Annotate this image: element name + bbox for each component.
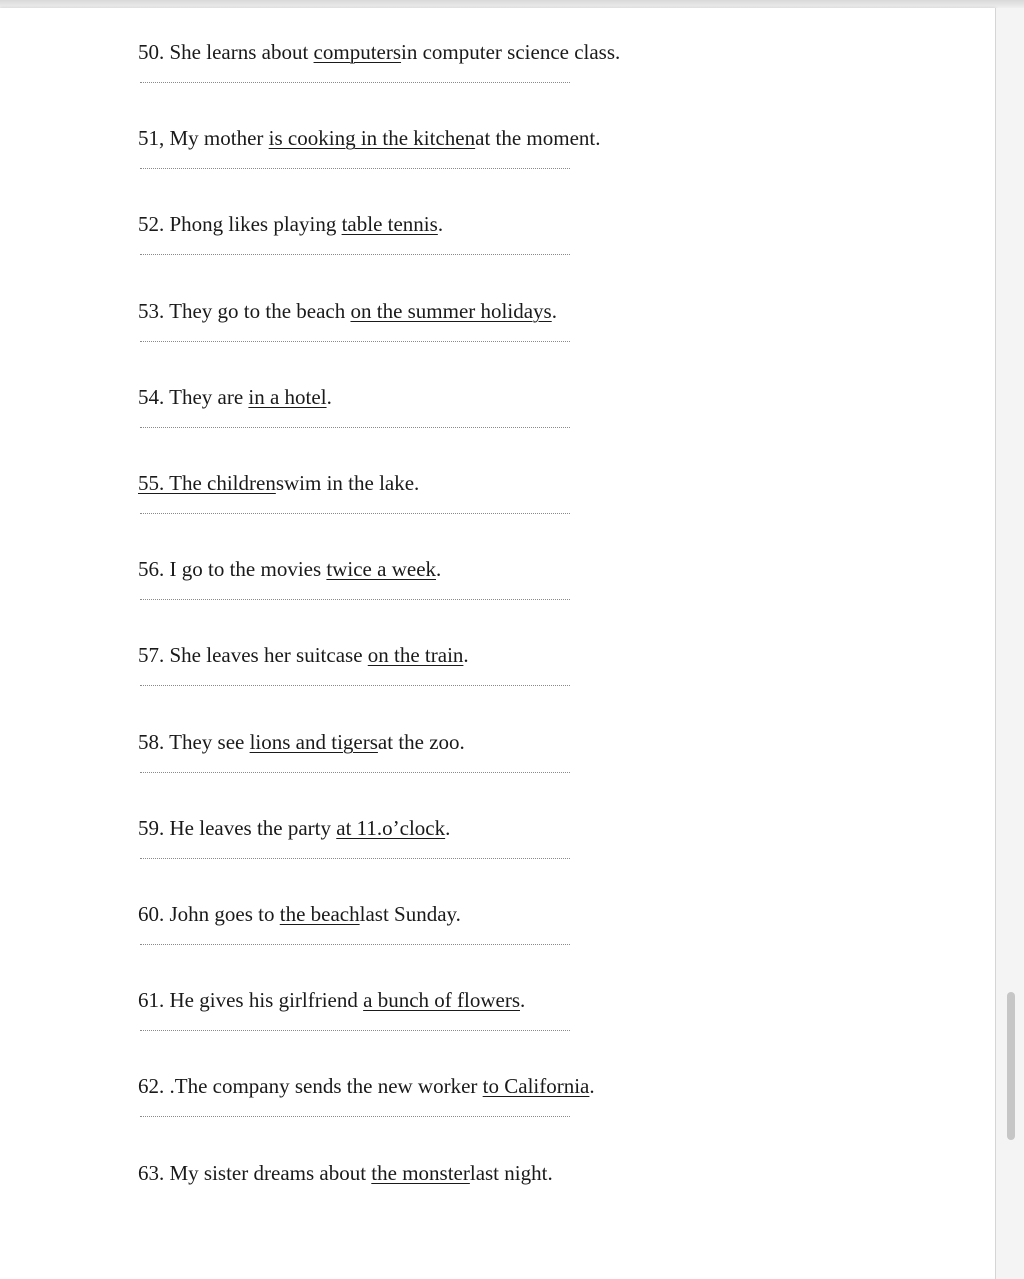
underlined-phrase: the monster xyxy=(371,1160,470,1185)
exercise-sentence xyxy=(138,555,441,583)
exercise-item xyxy=(138,641,698,727)
answer-line[interactable] xyxy=(140,1030,570,1031)
scrollbar-thumb[interactable] xyxy=(1007,992,1015,1140)
viewer-top-edge xyxy=(0,0,1024,8)
sentence-text: at the zoo. xyxy=(377,729,465,754)
sentence-text: . xyxy=(551,298,557,323)
exercise-sentence xyxy=(138,986,525,1014)
exercise-sentence xyxy=(138,814,450,842)
underlined-phrase: on the train xyxy=(367,643,464,668)
exercise-sentence xyxy=(138,383,332,411)
exercise-sentence xyxy=(138,124,601,152)
exercise-item xyxy=(138,297,698,383)
answer-line[interactable] xyxy=(140,599,570,600)
exercise-sentence xyxy=(138,297,557,325)
sentence-text: swim in the lake. xyxy=(275,471,420,495)
exercise-sentence xyxy=(138,38,620,66)
exercise-item xyxy=(138,900,698,986)
exercise-sentence xyxy=(138,210,443,238)
answer-line[interactable] xyxy=(140,685,570,686)
sentence-text: 62. .The company sends the new worker xyxy=(138,1074,483,1099)
sentence-text: last Sunday. xyxy=(359,902,461,926)
answer-line[interactable] xyxy=(140,427,570,428)
underlined-phrase: in a hotel xyxy=(248,384,327,409)
answer-line[interactable] xyxy=(140,168,570,169)
sentence-text: 59. He leaves the party xyxy=(138,815,337,840)
sentence-text: . xyxy=(463,643,469,668)
underlined-phrase: at 11.o’clock xyxy=(336,815,446,840)
answer-line[interactable] xyxy=(140,341,570,342)
answer-line[interactable] xyxy=(140,82,570,83)
sentence-text: 52. Phong likes playing xyxy=(138,212,342,237)
sentence-text: . xyxy=(436,557,442,582)
exercise-sentence xyxy=(138,728,465,756)
exercise-item xyxy=(138,555,698,641)
exercise-item xyxy=(138,814,698,900)
answer-line[interactable] xyxy=(140,1116,570,1117)
sentence-text: last night. xyxy=(469,1160,553,1185)
document-page xyxy=(0,8,996,1279)
sentence-text: 57. She leaves her suitcase xyxy=(138,643,368,668)
sentence-text: . xyxy=(326,384,332,409)
underlined-phrase: to California xyxy=(482,1074,590,1099)
sentence-text: 53. They go to the beach xyxy=(138,298,351,323)
underlined-phrase: 55. The children xyxy=(138,471,276,495)
exercise-item xyxy=(138,986,698,1072)
sentence-text: 56. I go to the movies xyxy=(138,557,327,582)
underlined-phrase: the beach xyxy=(279,902,360,926)
sentence-text: 51, My mother xyxy=(138,126,269,151)
answer-line[interactable] xyxy=(140,254,570,255)
underlined-phrase: on the summer holidays xyxy=(350,298,552,323)
exercise-sentence xyxy=(138,900,461,928)
sentence-text: in computer science class. xyxy=(401,40,621,64)
answer-line[interactable] xyxy=(140,772,570,773)
exercise-sentence xyxy=(138,469,419,497)
answer-line[interactable] xyxy=(140,944,570,945)
sentence-text: . xyxy=(445,815,451,840)
underlined-phrase: lions and tigers xyxy=(249,729,378,754)
exercise-item xyxy=(138,124,698,210)
exercise-item xyxy=(138,728,698,814)
answer-line[interactable] xyxy=(140,513,570,514)
sentence-text: 54. They are xyxy=(138,384,249,409)
sentence-text: . xyxy=(589,1074,595,1099)
sentence-text: 63. My sister dreams about xyxy=(138,1160,372,1185)
underlined-phrase: a bunch of flowers xyxy=(363,988,520,1013)
underlined-phrase: twice a week xyxy=(326,557,437,582)
exercise-sentence xyxy=(138,1072,595,1100)
exercise-item xyxy=(138,383,698,469)
underlined-phrase: computers xyxy=(313,40,402,64)
sentence-text: . xyxy=(520,988,526,1013)
exercise-item xyxy=(138,1072,698,1158)
sentence-text: 58. They see xyxy=(138,729,250,754)
sentence-text: 50. She learns about xyxy=(138,40,314,64)
exercise-sentence xyxy=(138,1159,553,1187)
underlined-phrase: is cooking in the kitchen xyxy=(268,126,476,151)
exercise-item xyxy=(138,1159,698,1245)
exercise-item xyxy=(138,38,698,124)
exercise-item xyxy=(138,469,698,555)
answer-line[interactable] xyxy=(140,858,570,859)
underlined-phrase: table tennis xyxy=(341,212,438,237)
sentence-text: . xyxy=(437,212,444,237)
vertical-scrollbar[interactable] xyxy=(995,8,1024,1279)
exercise-sentence xyxy=(138,641,469,669)
sentence-text: 60. John goes to xyxy=(138,902,280,926)
sentence-text: 61. He gives his girlfriend xyxy=(138,988,364,1013)
sentence-text: at the moment. xyxy=(475,126,601,151)
exercise-item xyxy=(138,210,698,296)
